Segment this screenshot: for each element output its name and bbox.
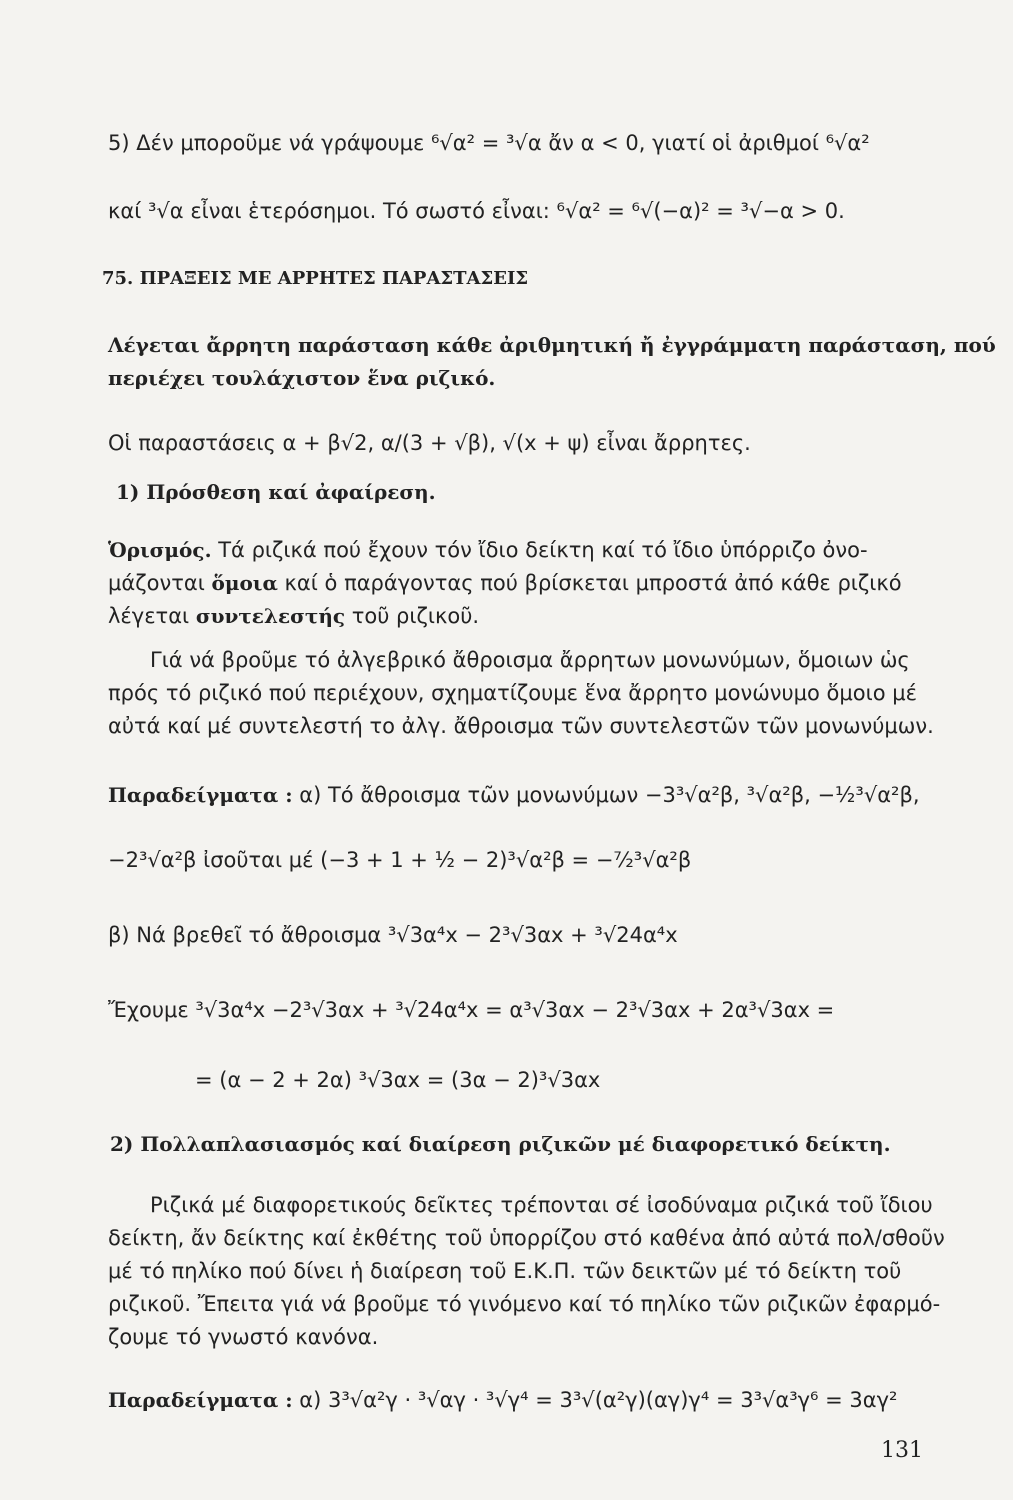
definition-text-2c: καί ὁ παράγοντας πού βρίσκεται μπροστά ἀπό κάθε ριζικό	[277, 571, 902, 595]
definition-text-1: Τά ριζικά πού ἔχουν τόν ἴδιο δείκτη καί τό ἴδιο ὑπόρριζο ὀνο-	[211, 538, 868, 562]
examples-text-1: α) Τό ἄθροισμα τῶν μονωνύμων −3³√α²β, ³√α²β, −½³√α²β,	[292, 783, 920, 807]
subsection-2-title: 2) Πολλαπλασιασμός καί διαίρεση ριζικῶν μέ διαφορετικό δείκτη.	[110, 1132, 891, 1156]
paragraph-line-3: μέ τό πηλίκο πού δίνει ἡ διαίρεση τοῦ Ε.Κ.Π. τῶν δεικτῶν μέ τό δείκτη τοῦ	[108, 1259, 902, 1283]
example-b-line-2: Ἔχουμε ³√3α⁴x −2³√3αx + ³√24α⁴x = α³√3αx − 2³√3αx + 2α³√3αx =	[108, 998, 835, 1022]
definition-text-3c: τοῦ ριζικοῦ.	[345, 604, 480, 628]
examples-line-2: −2³√α²β ἰσοῦται μέ (−3 + 1 + ½ − 2)³√α²β = −⁷⁄₂³√α²β	[108, 848, 692, 872]
rule-line-2: πρός τό ριζικό πού περιέχουν, σχηματίζουμε ἕνα ἄρρητο μονώνυμο ὅμοιο μέ	[108, 681, 917, 705]
definition-line-2: περιέχει τουλάχιστον ἕνα ριζικό.	[108, 366, 496, 390]
definition-label: Ὁρισμός.	[108, 538, 212, 562]
example-b-line-3: = (α − 2 + 2α) ³√3αx = (3α − 2)³√3αx	[195, 1068, 601, 1092]
term-coefficient: συντελεστής	[195, 604, 346, 628]
definition-line-1: Λέγεται ἄρρητη παράσταση κάθε ἀριθμητική ἤ ἐγγράμματη παράσταση, πού	[108, 333, 996, 357]
paragraph-line-4: ριζικοῦ. Ἔπειτα γιά νά βροῦμε τό γινόμενο καί τό πηλίκο τῶν ριζικῶν ἐφαρμό-	[108, 1292, 941, 1316]
note-line-1: 5) Δέν μποροῦμε νά γράψουμε ⁶√α² = ³√α ἄν α < 0, γιατί οἱ ἀριθμοί ⁶√α²	[108, 131, 870, 155]
examples-label: Παραδείγματα :	[108, 783, 293, 807]
examples-2-text: α) 3³√α²γ · ³√αγ · ³√γ⁴ = 3³√(α²γ)(αγ)γ⁴ = 3³√α³γ⁶ = 3αγ²	[292, 1388, 898, 1412]
example-b-line-1: β) Νά βρεθεῖ τό ἄθροισμα ³√3α⁴x − 2³√3αx + ³√24α⁴x	[108, 923, 678, 947]
paragraph-line-5: ζουμε τό γνωστό κανόνα.	[108, 1325, 379, 1349]
definition-paragraph-line-1	[108, 535, 933, 565]
examples-line-1	[108, 780, 933, 810]
definition-paragraph-line-2	[108, 568, 933, 598]
definition-text-3a: λέγεται	[108, 604, 196, 628]
term-similar: ὅμοια	[211, 571, 278, 595]
paragraph-line-2: δείκτη, ἄν δείκτης καί ἐκθέτης τοῦ ὑπορρίζου στό καθένα ἀπό αὐτά πολ/σθοῦν	[108, 1226, 945, 1250]
note-line-2: καί ³√α εἶναι ἑτερόσημοι. Τό σωστό εἶναι: ⁶√α² = ⁶√(−α)² = ³√−α > 0.	[108, 199, 845, 223]
rule-line-3: αὐτά καί μέ συντελεστή το ἀλγ. ἄθροισμα τῶν συντελεστῶν τῶν μονωνύμων.	[108, 714, 934, 738]
examples-2-line	[108, 1385, 933, 1415]
examples-2-label: Παραδείγματα :	[108, 1388, 293, 1412]
subsection-1-title: 1) Πρόσθεση καί ἀφαίρεση.	[116, 480, 436, 504]
definition-text-2a: μάζονται	[108, 571, 212, 595]
example-line: Οἱ παραστάσεις α + β√2, α/(3 + √β), √(x + ψ) εἶναι ἄρρητες.	[108, 431, 751, 455]
section-heading: 75. ΠΡΑΞΕΙΣ ΜΕ ΑΡΡΗΤΕΣ ΠΑΡΑΣΤΑΣΕΙΣ	[102, 268, 529, 289]
definition-paragraph-line-3	[108, 601, 933, 631]
page-number: 131	[881, 1438, 923, 1463]
paragraph-line-1: Ριζικά μέ διαφορετικούς δεῖκτες τρέπονται σέ ἰσοδύναμα ριζικά τοῦ ἴδιου	[150, 1193, 933, 1217]
rule-line-1: Γιά νά βροῦμε τό ἀλγεβρικό ἄθροισμα ἄρρητων μονωνύμων, ὅμοιων ὡς	[150, 648, 910, 672]
